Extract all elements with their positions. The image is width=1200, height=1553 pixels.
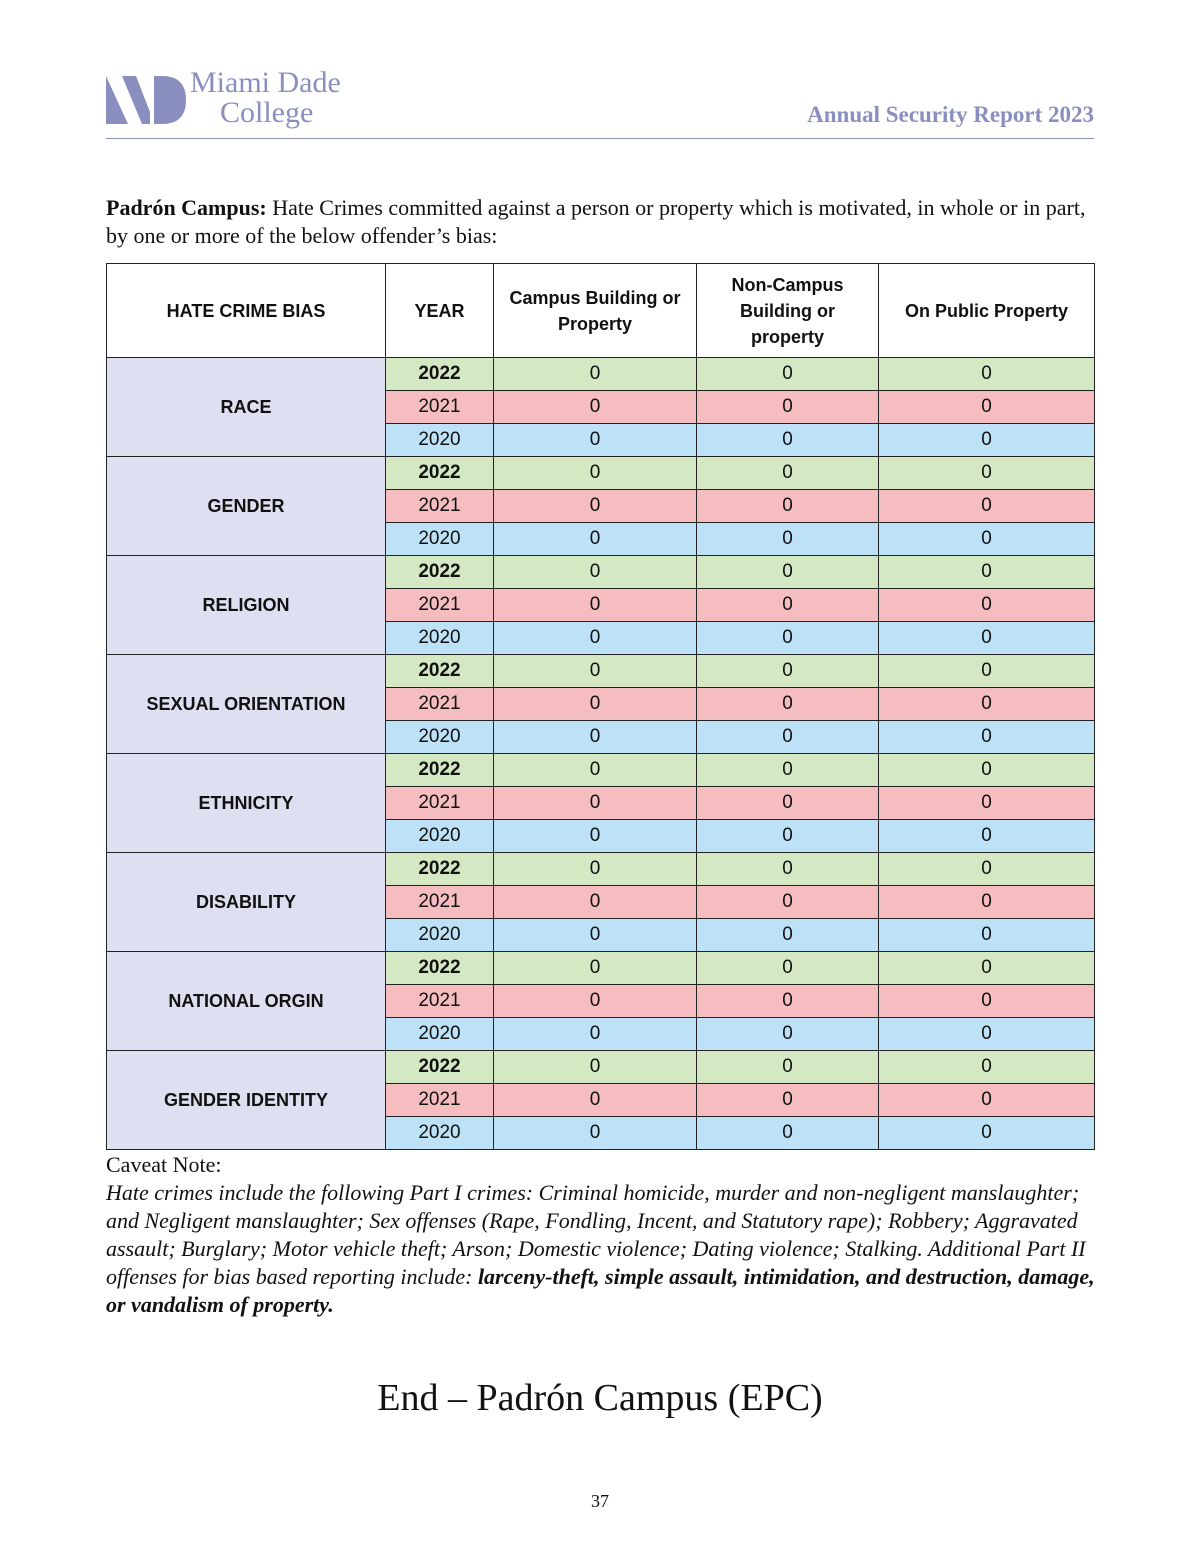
hate-crime-table (106, 263, 1095, 1150)
count-cell: 0 (494, 1051, 697, 1084)
count-cell: 0 (494, 754, 697, 787)
count-cell: 0 (494, 457, 697, 490)
count-cell: 0 (879, 721, 1095, 754)
count-cell: 0 (494, 688, 697, 721)
count-cell: 0 (879, 952, 1095, 985)
year-cell: 2021 (386, 787, 494, 820)
count-cell: 0 (879, 919, 1095, 952)
year-cell: 2021 (386, 688, 494, 721)
count-cell: 0 (697, 523, 879, 556)
count-cell: 0 (697, 1018, 879, 1051)
count-cell: 0 (697, 457, 879, 490)
caveat-bold-text: larceny-theft, simple assault, intimidation, and destruction, damage, or vandalism of property. (106, 1264, 1095, 1317)
count-cell: 0 (879, 787, 1095, 820)
year-cell: 2022 (386, 1051, 494, 1084)
header-public-property: On Public Property (879, 264, 1095, 358)
count-cell: 0 (879, 622, 1095, 655)
bias-category-cell: ETHNICITY (107, 754, 386, 853)
count-cell: 0 (494, 721, 697, 754)
bias-category-cell: NATIONAL ORGIN (107, 952, 386, 1051)
count-cell: 0 (494, 919, 697, 952)
count-cell: 0 (697, 1084, 879, 1117)
table-row (107, 358, 1095, 391)
header-hate-crime-bias: HATE CRIME BIAS (107, 264, 386, 358)
intro-paragraph (106, 194, 1096, 250)
caveat-label: Caveat Note: (106, 1152, 222, 1177)
count-cell: 0 (494, 424, 697, 457)
year-cell: 2022 (386, 358, 494, 391)
count-cell: 0 (879, 424, 1095, 457)
count-cell: 0 (697, 721, 879, 754)
count-cell: 0 (879, 820, 1095, 853)
count-cell: 0 (494, 391, 697, 424)
count-cell: 0 (879, 490, 1095, 523)
count-cell: 0 (494, 490, 697, 523)
count-cell: 0 (697, 952, 879, 985)
count-cell: 0 (697, 688, 879, 721)
count-cell: 0 (697, 358, 879, 391)
count-cell: 0 (879, 1117, 1095, 1150)
count-cell: 0 (879, 985, 1095, 1018)
caveat-note (106, 1151, 1096, 1319)
table-body (107, 358, 1095, 1150)
count-cell: 0 (494, 589, 697, 622)
bias-category-cell: GENDER (107, 457, 386, 556)
count-cell: 0 (879, 556, 1095, 589)
year-cell: 2021 (386, 1084, 494, 1117)
count-cell: 0 (494, 358, 697, 391)
year-cell: 2022 (386, 754, 494, 787)
table-row (107, 952, 1095, 985)
page-number: 37 (591, 1491, 609, 1511)
year-cell: 2021 (386, 985, 494, 1018)
count-cell: 0 (494, 1117, 697, 1150)
count-cell: 0 (494, 820, 697, 853)
year-cell: 2020 (386, 919, 494, 952)
count-cell: 0 (494, 1084, 697, 1117)
count-cell: 0 (879, 853, 1095, 886)
count-cell: 0 (697, 589, 879, 622)
count-cell: 0 (494, 523, 697, 556)
count-cell: 0 (879, 523, 1095, 556)
count-cell: 0 (494, 556, 697, 589)
count-cell: 0 (697, 655, 879, 688)
year-cell: 2021 (386, 886, 494, 919)
count-cell: 0 (494, 886, 697, 919)
table-row (107, 457, 1095, 490)
count-cell: 0 (697, 886, 879, 919)
count-cell: 0 (494, 787, 697, 820)
report-title: Annual Security Report 2023 (807, 102, 1094, 127)
count-cell: 0 (697, 820, 879, 853)
count-cell: 0 (494, 655, 697, 688)
count-cell: 0 (879, 358, 1095, 391)
year-cell: 2020 (386, 424, 494, 457)
year-cell: 2021 (386, 490, 494, 523)
count-cell: 0 (879, 886, 1095, 919)
page-header (106, 68, 1094, 139)
table-row (107, 754, 1095, 787)
table-row (107, 853, 1095, 886)
year-cell: 2020 (386, 622, 494, 655)
year-cell: 2020 (386, 523, 494, 556)
year-cell: 2022 (386, 457, 494, 490)
count-cell: 0 (879, 1084, 1095, 1117)
count-cell: 0 (879, 457, 1095, 490)
count-cell: 0 (879, 391, 1095, 424)
count-cell: 0 (879, 688, 1095, 721)
table-row (107, 1051, 1095, 1084)
count-cell: 0 (879, 655, 1095, 688)
count-cell: 0 (697, 1051, 879, 1084)
caveat-text: Hate crimes include the following Part I crimes: Criminal homicide, murder and non-negligent manslaughter; and Negligent manslaughter; Sex offenses (Rape, Fondling, Incent, and Statutory rape); Robbery; Aggravated assault; Burglary; Motor vehicle theft; Arson; Domestic violence; Dating violence; Stalking. Additional Part II offenses for bias based reporting include: (106, 1180, 1086, 1289)
college-logo-icon (106, 72, 186, 124)
count-cell: 0 (697, 1117, 879, 1150)
end-section-title: End – Padrón Campus (EPC) (377, 1377, 823, 1419)
year-cell: 2020 (386, 721, 494, 754)
count-cell: 0 (879, 1051, 1095, 1084)
count-cell: 0 (494, 952, 697, 985)
year-cell: 2020 (386, 1117, 494, 1150)
year-cell: 2022 (386, 853, 494, 886)
logo-line-2: College (220, 96, 314, 129)
logo-wordmark (190, 68, 341, 128)
bias-category-cell: RELIGION (107, 556, 386, 655)
count-cell: 0 (494, 853, 697, 886)
count-cell: 0 (697, 490, 879, 523)
bias-category-cell: RACE (107, 358, 386, 457)
campus-label: Padrón Campus: (106, 195, 267, 220)
caveat-body (106, 1179, 1096, 1319)
year-cell: 2022 (386, 556, 494, 589)
year-cell: 2020 (386, 1018, 494, 1051)
count-cell: 0 (697, 754, 879, 787)
year-cell: 2022 (386, 655, 494, 688)
count-cell: 0 (879, 589, 1095, 622)
count-cell: 0 (697, 853, 879, 886)
header-campus-building: Campus Building or Property (494, 264, 697, 358)
count-cell: 0 (697, 985, 879, 1018)
count-cell: 0 (494, 985, 697, 1018)
bias-category-cell: GENDER IDENTITY (107, 1051, 386, 1150)
count-cell: 0 (697, 919, 879, 952)
logo-line-1: Miami Dade (190, 66, 341, 99)
count-cell: 0 (494, 622, 697, 655)
table-row (107, 655, 1095, 688)
count-cell: 0 (697, 787, 879, 820)
year-cell: 2022 (386, 952, 494, 985)
header-year: YEAR (386, 264, 494, 358)
count-cell: 0 (697, 391, 879, 424)
year-cell: 2020 (386, 820, 494, 853)
count-cell: 0 (879, 754, 1095, 787)
count-cell: 0 (697, 622, 879, 655)
table-row (107, 556, 1095, 589)
header-non-campus-building: Non-Campus Building or property (697, 264, 879, 358)
count-cell: 0 (697, 424, 879, 457)
table-header-row (107, 264, 1095, 358)
count-cell: 0 (879, 1018, 1095, 1051)
year-cell: 2021 (386, 391, 494, 424)
intro-text: Hate Crimes committed against a person or property which is motivated, in whole or in part, by one or more of the below offender’s bias: (106, 195, 1086, 248)
bias-category-cell: DISABILITY (107, 853, 386, 952)
count-cell: 0 (494, 1018, 697, 1051)
count-cell: 0 (697, 556, 879, 589)
year-cell: 2021 (386, 589, 494, 622)
bias-category-cell: SEXUAL ORIENTATION (107, 655, 386, 754)
